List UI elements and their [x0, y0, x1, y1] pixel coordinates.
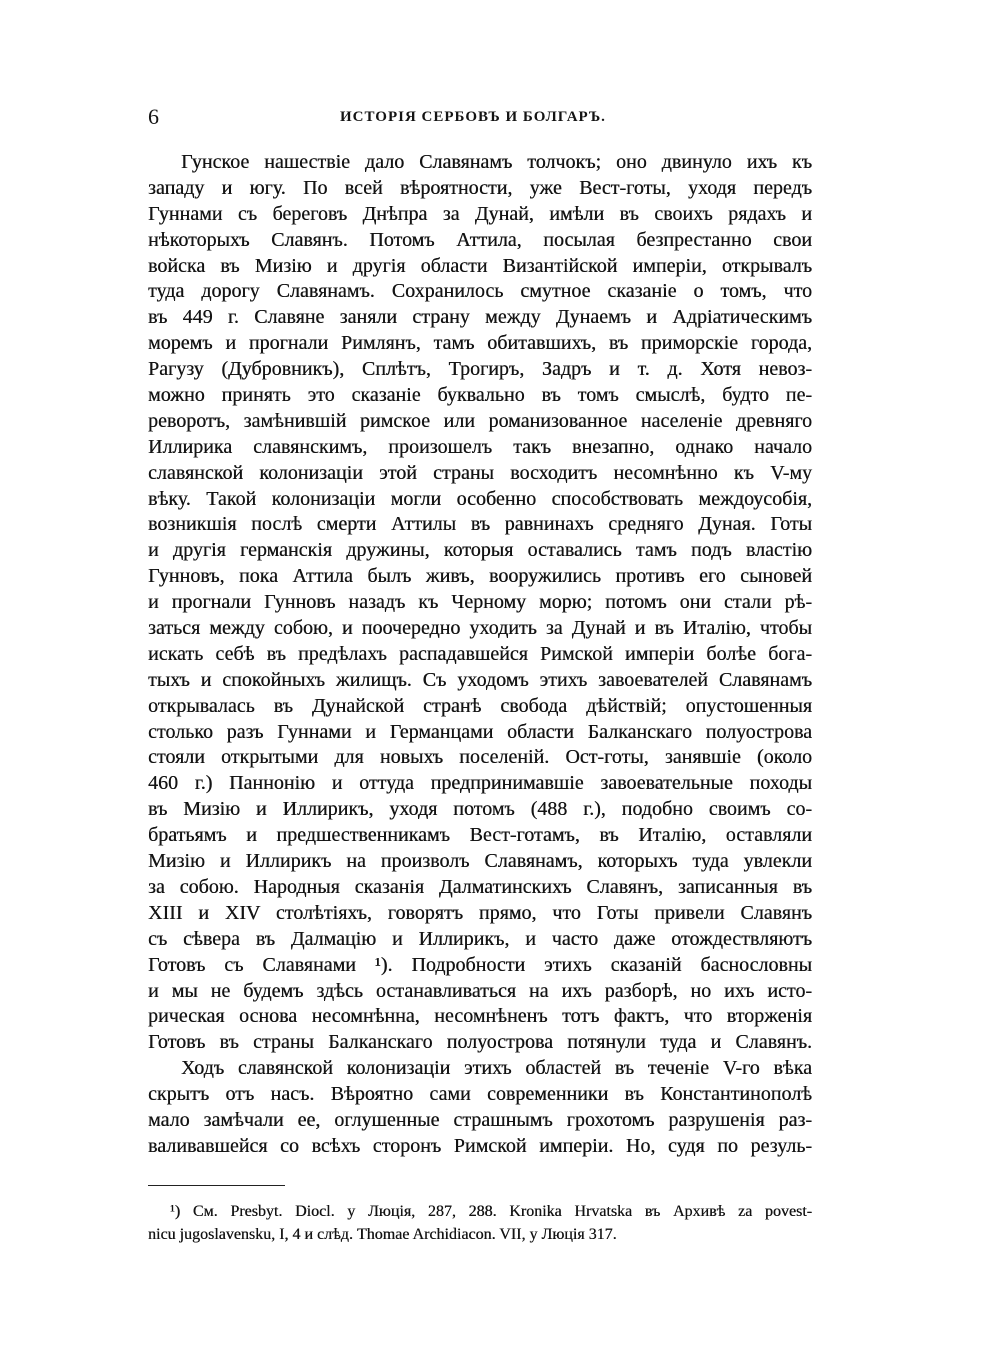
text-line: моремъ и прогнали Римлянъ, тамъ обитавшихъ, въ приморскіе города, [148, 332, 812, 355]
text-line: валивавшейся со всѣхъ сторонъ Римской имперіи. Но, судя по резуль- [148, 1134, 812, 1157]
text-line: возникшія послѣ смерти Аттилы въ равнинахъ средняго Дуная. Готы [148, 513, 812, 536]
text-line: и прогнали Гунновъ назадъ къ Черному морю; потомъ они стали рѣ- [148, 591, 812, 614]
text-line: и мы не будемъ здѣсь останавливаться на ихъ разборѣ, но ихъ исто- [148, 979, 812, 1002]
footnote-rule [148, 1185, 285, 1186]
text-line: западу и югу. По всей вѣроятности, уже Вест-готы, уходя передъ [148, 176, 812, 199]
text-line: въ 449 г. Славяне заняли страну между Дунаемъ и Адріатическимъ [148, 306, 812, 329]
text-line: братьямъ и предшественникамъ Вест-готамъ, въ Италію, оставляли [148, 824, 812, 847]
text-line: 460 г.) Паннонію и оттуда предпринимавшіе завоевательные походы [148, 772, 812, 795]
text-line: стояли открытыми для новыхъ поселеній. Ост-готы, занявшіе (около [148, 746, 812, 769]
text-line: рическая основа несомнѣнна, несомнѣненъ тотъ фактъ, что вторженія [148, 1005, 812, 1028]
text-line: съ сѣвера въ Далмацію и Иллирикъ, и часто даже отождествляютъ [148, 927, 812, 950]
text-line: туда дорогу Славянамъ. Сохранилось смутное сказаніе о томъ, что [148, 280, 812, 303]
running-title: ИСТОРІЯ СЕРБОВЪ И БОЛГАРЪ. [340, 109, 606, 125]
text-line: Готовъ въ страны Балканскаго полуострова потянули туда и Славянъ. [148, 1031, 812, 1054]
text-line: Готовъ съ Славянами ¹). Подробности этихъ сказаній баснословны [148, 953, 812, 976]
text-line: Ходъ славянской колонизаціи этихъ областей въ теченіе V-го вѣка [181, 1057, 812, 1080]
text-line: за собою. Народныя сказанія Далматинскихъ Славянъ, записанныя въ [148, 875, 812, 898]
text-line: въ Мизію и Иллирикъ, уходя потомъ (488 г.), подобно своимъ со- [148, 798, 812, 821]
text-line: столько разъ Гуннами и Германцами области Балканскаго полуострова [148, 720, 812, 743]
text-line: заться между собою, и поочередно уходить за Дунай и въ Италію, чтобы [148, 617, 812, 640]
text-line: Гунновъ, пока Аттила былъ живъ, вооружились противъ его сыновей [148, 565, 812, 588]
text-line: Мизію и Иллирикъ на произволъ Славянамъ, которыхъ туда увлекли [148, 850, 812, 873]
footnote-line: nicu jugoslavensku, I, 4 и слѣд. Thomae Archidiacon. VII, у Люція 317. [148, 1226, 617, 1243]
text-line: тыхъ и спокойныхъ жилищъ. Съ уходомъ этихъ завоевателей Славянамъ [148, 668, 812, 691]
text-line: открывалась въ Дунайской странѣ свобода дѣйствій; опустошенныя [148, 694, 812, 717]
text-line: и другія германскія дружины, которыя оставались тамъ подъ властію [148, 539, 812, 562]
text-line: Рагузу (Дубровникъ), Сплѣтъ, Трогиръ, Задръ и т. д. Хотя невоз- [148, 358, 812, 381]
page-number: 6 [148, 104, 159, 129]
text-line: вѣку. Такой колонизаціи могли особенно способствовать междоусобія, [148, 487, 812, 510]
text-line: можно принять это сказаніе буквально въ томъ смыслѣ, будто пе- [148, 384, 812, 407]
text-line: искать себѣ въ предѣлахъ распадавшейся Римской имперіи болѣе бога- [148, 642, 812, 665]
text-line: Иллирика славянскимъ, произошелъ такъ внезапно, однако начало [148, 435, 812, 458]
text-line: Гуннами съ береговъ Днѣпра за Дунай, имѣли въ своихъ рядахъ и [148, 202, 812, 225]
body-text [148, 150, 812, 1160]
text-line: нѣкоторыхъ Славянъ. Потомъ Аттила, посылая безпрестанно свои [148, 228, 812, 251]
text-line: славянской колонизаціи этой страны восходитъ несомнѣнно къ V-му [148, 461, 812, 484]
text-line: XIII и XIV столѣтіяхъ, говорятъ прямо, что Готы привели Славянъ [148, 901, 812, 924]
text-line: войска въ Мизію и другія области Византійской имперіи, открывалъ [148, 254, 812, 277]
footnote-line: ¹) См. Presbyt. Diocl. у Люція, 287, 288. Kronika Hrvatska въ Архивѣ za povest- [170, 1203, 812, 1220]
text-line: мало замѣчали ее, оглушенные страшнымъ грохотомъ разрушенія раз- [148, 1108, 812, 1131]
text-line: реворотъ, замѣнившій римское или романизованное населеніе древняго [148, 409, 812, 432]
text-line: скрытъ отъ насъ. Вѣроятно сами современники въ Константинополѣ [148, 1083, 812, 1106]
footnotes [148, 1200, 812, 1246]
text-line: Гунское нашествіе дало Славянамъ толчокъ; оно двинуло ихъ къ [181, 151, 812, 173]
